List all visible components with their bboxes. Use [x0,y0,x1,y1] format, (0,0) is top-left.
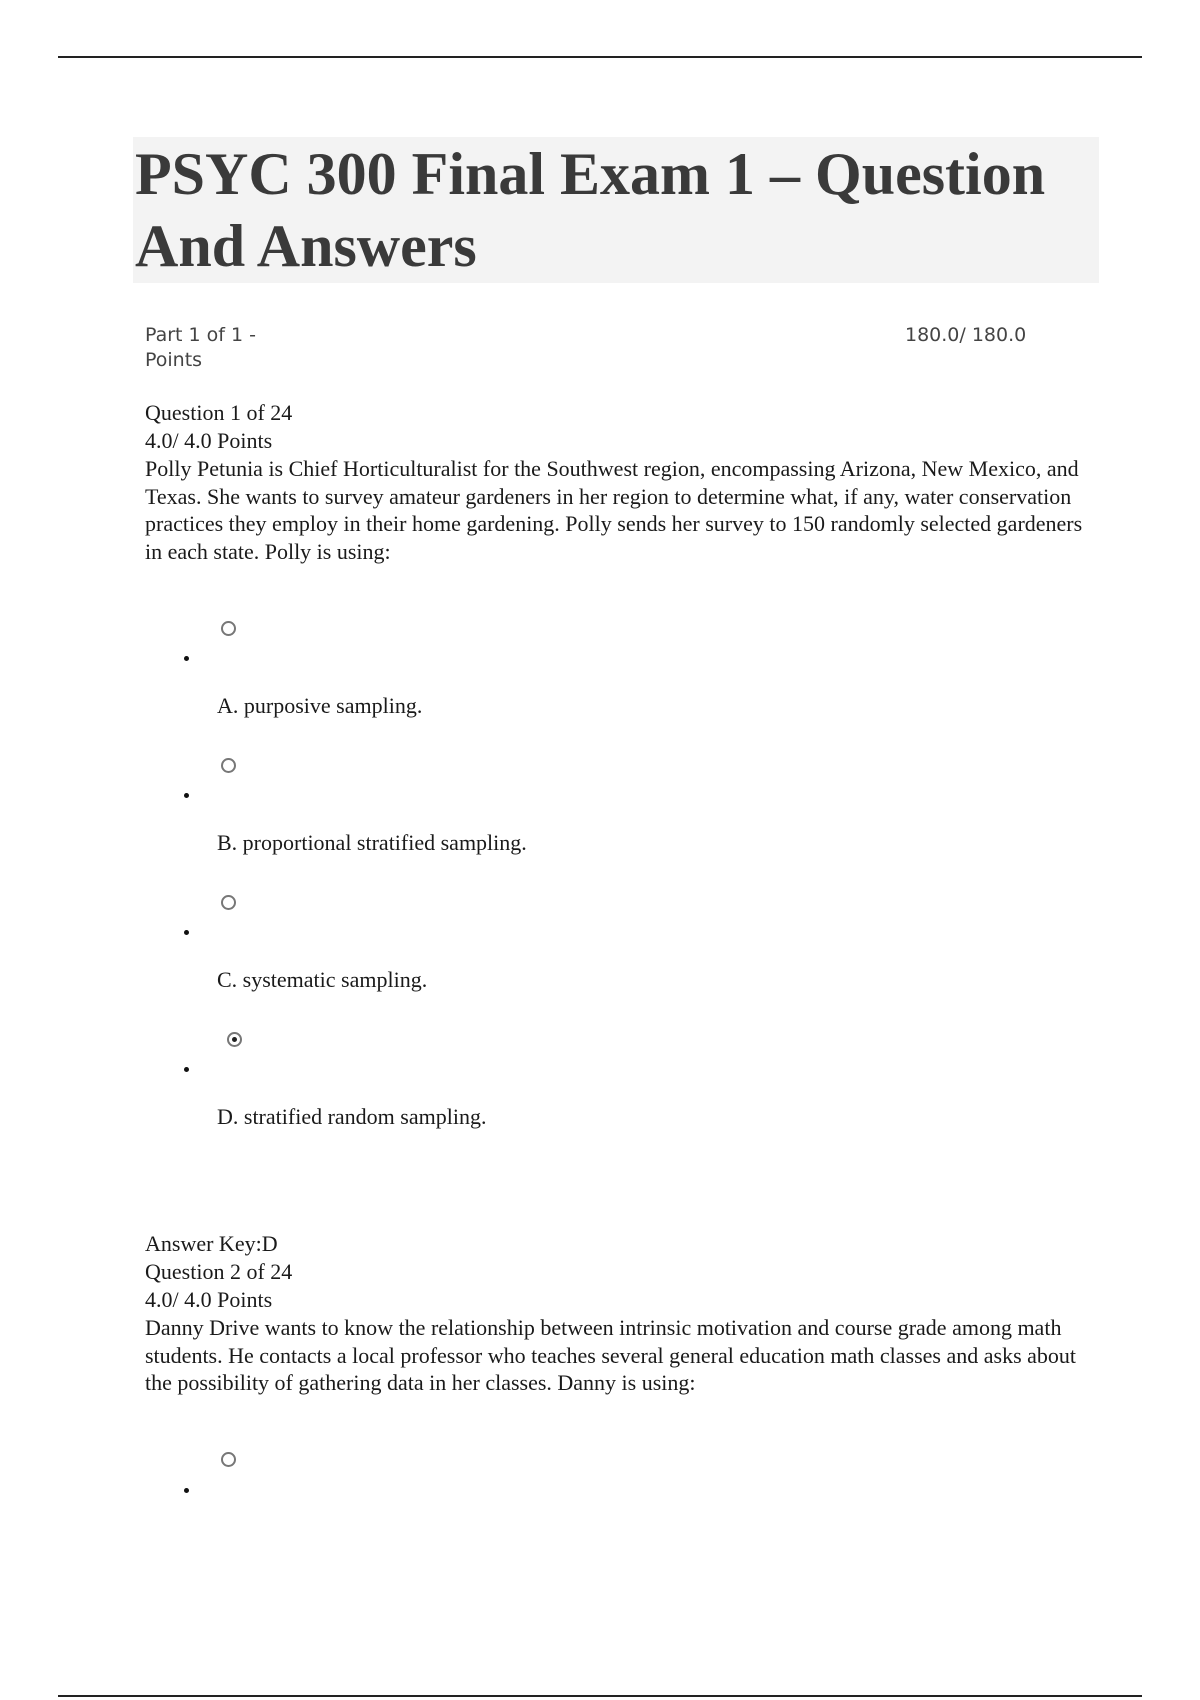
option-d-radio-selected[interactable] [227,1032,242,1047]
question-1-points: 4.0/ 4.0 Points [145,428,273,453]
question-2-points: 4.0/ 4.0 Points [145,1287,273,1312]
question-2-number: Question 2 of 24 [145,1259,293,1284]
option-c-radio[interactable] [221,895,236,910]
question-2-option-a-radio[interactable] [221,1452,236,1467]
option-a-bullet [184,656,189,661]
part-label: Part 1 of 1 - Points [145,324,257,371]
option-d-label[interactable]: D. stratified random sampling. [217,1104,487,1129]
option-c-label[interactable]: C. systematic sampling. [217,967,428,992]
question-1-text: Polly Petunia is Chief Horticulturalist for the Southwest region, encompassing Arizona, New Mexico, and Texas. She wants to survey amateur gardeners in her region to determine what, if any, water conservation practices they employ in their home gardening. Polly sends her survey to 150 randomly selected gardeners in each state. Polly is using: [145,456,1083,564]
answer-key: Answer Key:D [145,1231,278,1256]
option-a-radio[interactable] [221,621,236,636]
option-b-radio[interactable] [221,758,236,773]
part-score: 180.0/ 180.0 [905,324,1027,346]
question-1-number: Question 1 of 24 [145,400,293,425]
option-b-bullet [184,793,189,798]
question-2-option-a-bullet [184,1488,189,1493]
page-title: PSYC 300 Final Exam 1 – Question And Answers [135,141,1046,279]
option-d-bullet [184,1067,189,1072]
option-c-bullet [184,930,189,935]
question-2-text: Danny Drive wants to know the relationship between intrinsic motivation and course grade among math students. He contacts a local professor who teaches several general education math classes and asks about the possibility of gathering data in her classes. Danny is using: [145,1315,1077,1395]
option-a-label[interactable]: A. purposive sampling. [217,693,423,718]
top-rule [58,56,1142,58]
bottom-rule [58,1695,1142,1697]
option-b-label[interactable]: B. proportional stratified sampling. [217,830,527,855]
